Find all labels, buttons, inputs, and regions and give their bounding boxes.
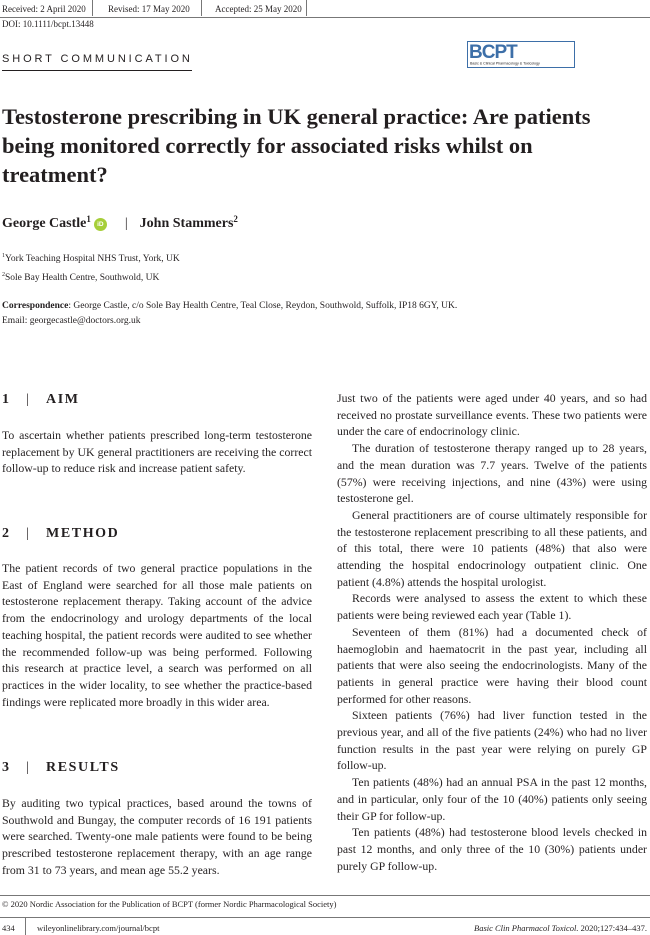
- author-affiliation-marker: 1: [86, 214, 91, 224]
- section-separator: |: [26, 526, 31, 541]
- article-type-rule: [2, 70, 192, 71]
- section-separator: |: [26, 760, 31, 775]
- paragraph: General practitioners are of course ultimately responsible for the testosterone replacement prescribing to all these patients, and of this total, there were 10 patients (48%) that also were attending the hospital endocrinology outpatient clinic. One patient (4.8%) attends the hospital urologist.: [337, 507, 647, 589]
- received-date: Received: 2 April 2020: [2, 4, 86, 14]
- paragraph: Seventeen of them (81%) had a documented check of haemoglobin and haematocrit in the past year, including all patients that were also seeing the endocrinologists. Many of the patients in general practice were having their blood count performed for other reasons.: [337, 624, 647, 706]
- affiliation: [2, 273, 159, 283]
- method-body: [2, 560, 312, 710]
- doi[interactable]: DOI: 10.1111/bcpt.13448: [2, 19, 94, 29]
- divider: [201, 0, 202, 16]
- footer-rule: [0, 895, 650, 896]
- results-body: [2, 795, 312, 879]
- copyright: © 2020 Nordic Association for the Publication of BCPT (former Nordic Pharmacological Society): [2, 899, 337, 909]
- section-title: METHOD: [46, 526, 120, 541]
- divider: [306, 0, 307, 16]
- paragraph: The patient records of two general practice populations in the East of England were searched for all those male patients on testosterone replacement therapy. Taking account of the advice from the endocrinology and urology departments of the local teaching hospital, the patient records were audited to see whether the recommended follow-up was being performed. Following this research at practice level, a search was performed on all practices in the wider locality, to see whether the practice-based findings were replicated more broadly in this wider area.: [2, 561, 312, 709]
- paragraph: To ascertain whether patients prescribed long-term testosterone replacement by UK general practitioners are receiving the correct follow-up to reduce risk and increase patient safety.: [2, 428, 312, 476]
- logo-subtitle: Basic & Clinical Pharmacology & Toxicology: [470, 61, 540, 66]
- page-number: 434: [2, 923, 15, 933]
- author-affiliation-marker: 2: [233, 214, 238, 224]
- footer-rule: [0, 917, 650, 918]
- affiliation-text: York Teaching Hospital NHS Trust, York, UK: [5, 254, 180, 264]
- article-type: SHORT COMMUNICATION: [2, 53, 193, 65]
- section-title: AIM: [46, 392, 80, 407]
- section-separator: |: [26, 392, 31, 407]
- affiliation-text: Sole Bay Health Centre, Southwold, UK: [5, 273, 160, 283]
- section-heading-method: [2, 526, 312, 542]
- paragraph: The duration of testosterone therapy ranged up to 28 years, and the mean duration was 7.7 years. Twelve of the patients (57%) were receiving injections, and nine (43%) were using testosterone gel.: [337, 441, 647, 506]
- citation: [474, 923, 647, 933]
- journal-url[interactable]: wileyonlinelibrary.com/journal/bcpt: [37, 923, 160, 933]
- affiliation-marker: 2: [2, 272, 5, 278]
- author-name[interactable]: John Stammers: [139, 216, 234, 231]
- section-number: 2: [2, 526, 11, 541]
- author-separator: |: [124, 216, 128, 231]
- author-name[interactable]: George Castle: [2, 216, 87, 231]
- citation-journal: Basic Clin Pharmacol Toxicol.: [474, 923, 579, 933]
- article-title: Testosterone prescribing in UK general practice: Are patients being monitored correctly for associated risks whilst on treatment?: [2, 104, 591, 187]
- paragraph: By auditing two typical practices, based around the towns of Southwold and Bungay, the computer records of 16 191 patients were searched. Twenty-one male patients were found to be being prescribed testosterone replacement therapy, with an age range from 31 to 73 years, and mean age 55.2 years.: [2, 796, 312, 877]
- author-list: [2, 216, 238, 232]
- citation-volume: 2020;127:434–437.: [578, 923, 647, 933]
- paragraph: Ten patients (48%) had testosterone blood levels checked in past 12 months, and only three of the 10 (30%) patients under purely GP follow-up.: [337, 825, 647, 873]
- correspondence: [2, 301, 457, 311]
- paragraph: Records were analysed to assess the extent to which these patients were being reviewed each year (Table 1).: [337, 591, 647, 623]
- revised-date: Revised: 17 May 2020: [108, 4, 190, 14]
- correspondence-label: Correspondence: [2, 301, 69, 311]
- paragraph: Ten patients (48%) had an annual PSA in the past 12 months, and in particular, only four of the 10 (40%) patients only seeing their GP for follow-up.: [337, 775, 647, 823]
- divider: [92, 0, 93, 16]
- affiliation: [2, 254, 180, 264]
- article-history-bar: [0, 0, 650, 18]
- orcid-icon[interactable]: iD: [94, 218, 107, 231]
- affiliation-marker: 1: [2, 253, 5, 259]
- aim-body: [2, 427, 312, 477]
- section-heading-aim: [2, 392, 312, 408]
- divider: [25, 918, 26, 935]
- paragraph: Sixteen patients (76%) had liver function tested in the previous year, and all of the five patients (24%) who had no liver function results in the past year were relying on purely GP follow-up.: [337, 708, 647, 773]
- bcpt-logo: [467, 41, 575, 68]
- correspondence-email[interactable]: Email: georgecastle@doctors.org.uk: [2, 316, 141, 326]
- correspondence-address: : George Castle, c/o Sole Bay Health Centre, Teal Close, Reydon, Southwold, Suffolk, IP18 6GY, UK.: [68, 301, 458, 311]
- results-continued: [337, 390, 647, 874]
- section-title: RESULTS: [46, 760, 120, 775]
- accepted-date: Accepted: 25 May 2020: [215, 4, 302, 14]
- paragraph: Just two of the patients were aged under 40 years, and so had received no prostate surveillance events. These two patients were under the care of endocrinology clinic.: [337, 391, 647, 439]
- section-number: 3: [2, 760, 11, 775]
- section-number: 1: [2, 392, 11, 407]
- section-heading-results: [2, 760, 312, 776]
- logo-text: BCPT: [469, 42, 517, 63]
